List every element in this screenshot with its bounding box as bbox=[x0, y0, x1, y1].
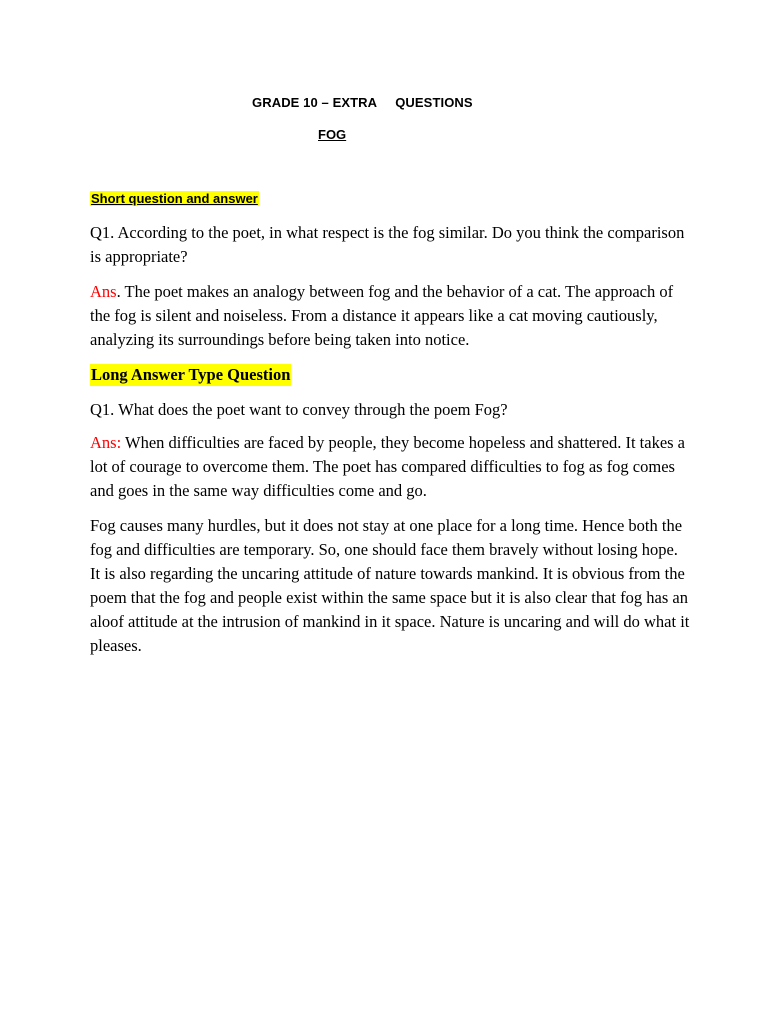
short-question: Q1. According to the poet, in what respect is the fog similar. Do you think the comparison is appropriate? bbox=[90, 223, 685, 266]
long-answer-text: When difficulties are faced by people, they become hopeless and shattered. It takes a lot of courage to overcome them. The poet has compared difficulties to fog as fog comes and goes in the same way difficulties come and go. bbox=[90, 433, 686, 500]
short-answer-label: Ans bbox=[90, 282, 117, 301]
short-section-heading: Short question and answer bbox=[91, 191, 258, 206]
long-answer-paragraph-2: Fog causes many hurdles, but it does not stay at one place for a long time. Hence both the fog and difficulties are temporary. So, one should face them bravely without losing hope. It is also regarding the uncaring attitude of nature towards mankind. It is obvious from the poem that the fog and people exist within the same space but it is also clear that fog has an aloof attitude at the intrusion of mankind in it space. Nature is uncaring and will do what it pleases. bbox=[90, 516, 690, 655]
long-answer-label: Ans: bbox=[90, 433, 122, 452]
document-subtitle: FOG bbox=[318, 127, 347, 142]
long-question: Q1. What does the poet want to convey through the poem Fog? bbox=[90, 400, 508, 419]
long-answer bbox=[90, 431, 690, 503]
long-section-heading: Long Answer Type Question bbox=[91, 365, 291, 384]
short-answer bbox=[90, 280, 690, 352]
document-title: GRADE 10 – EXTRA QUESTIONS bbox=[252, 95, 473, 110]
short-answer-text: . The poet makes an analogy between fog and the behavior of a cat. The approach of the fog is silent and noiseless. From a distance it appears like a cat moving cautiously, analyzing its surroundings before being taken into notice. bbox=[90, 282, 674, 349]
